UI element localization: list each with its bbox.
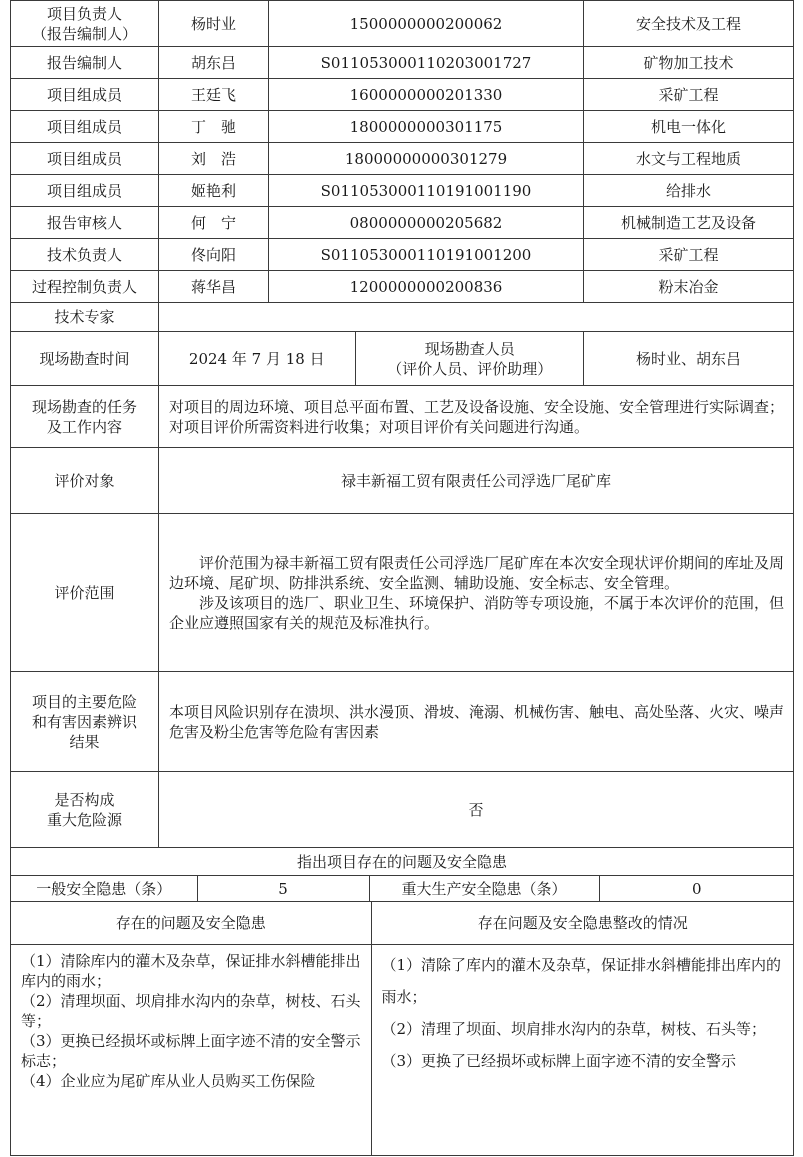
team-row xyxy=(11,111,794,143)
survey-time-value: 2024 年 7 月 18 日 xyxy=(159,332,355,385)
team-row xyxy=(11,143,794,175)
problems-count-row xyxy=(11,876,794,902)
team-major: 矿物加工技术 xyxy=(584,47,794,79)
survey-time-label: 现场勘查时间 xyxy=(11,332,159,386)
team-major: 采矿工程 xyxy=(584,239,794,271)
team-cert-number: 1600000000201330 xyxy=(269,79,584,111)
team-name: 姬艳利 xyxy=(159,175,269,207)
survey-staff-label-line2: （评价人员、评价助理） xyxy=(387,359,553,378)
expert-row xyxy=(11,303,794,332)
scope-paragraph-1: 评价范围为禄丰新福工贸有限责任公司浮选厂尾矿库在本次安全现状评价期间的库址及周边环境、尾矿坝、防排洪系统、安全监测、辅助设施、安全标志、安全管理。 xyxy=(169,553,785,592)
survey-middle-cell xyxy=(159,332,584,386)
task-row xyxy=(11,386,794,448)
team-role: 项目组成员 xyxy=(11,79,159,111)
team-row xyxy=(11,79,794,111)
team-role: 报告编制人 xyxy=(11,47,159,79)
team-cert-number: 1500000000200062 xyxy=(269,1,584,47)
major-hazard-row xyxy=(11,772,794,848)
scope-row xyxy=(11,514,794,672)
task-content: 对项目的周边环境、项目总平面布置、工艺及设备设施、安全设施、安全管理进行实际调查；对项目评价所需资料进行收集；对项目评价有关问题进行沟通。 xyxy=(159,386,794,448)
team-name: 胡东吕 xyxy=(159,47,269,79)
task-label-line2: 及工作内容 xyxy=(46,417,122,436)
scope-label: 评价范围 xyxy=(11,514,159,672)
team-role: 过程控制负责人 xyxy=(11,271,159,303)
major-production-hazard-label: 重大生产安全隐患（条） xyxy=(369,876,599,901)
team-name: 丁 驰 xyxy=(159,111,269,143)
rectification-list xyxy=(371,944,794,1155)
team-cert-number: 1800000000301175 xyxy=(269,111,584,143)
team-role-line1: 项目负责人 xyxy=(46,4,122,23)
problems-title-row xyxy=(11,848,794,876)
team-role: 项目组成员 xyxy=(11,175,159,207)
problem-item: （2）清理坝面、坝肩排水沟内的杂草，树枝、石头等； xyxy=(21,991,361,1030)
team-role: 技术负责人 xyxy=(11,239,159,271)
team-major: 给排水 xyxy=(584,175,794,207)
team-role: 报告审核人 xyxy=(11,207,159,239)
team-row xyxy=(11,175,794,207)
rectification-item: （3）更换了已经损坏或标牌上面字迹不清的安全警示 xyxy=(381,1051,737,1070)
hazards-content: 本项目风险识别存在溃坝、洪水漫顶、滑坡、淹溺、机械伤害、触电、高处坠落、火灾、噪声危害及粉尘危害等危险有害因素 xyxy=(159,672,794,772)
expert-value xyxy=(159,303,794,332)
team-cert-number: 0800000000205682 xyxy=(269,207,584,239)
problems-detail-cell xyxy=(11,902,794,1156)
major-hazard-label-line1: 是否构成 xyxy=(54,790,115,809)
scope-content xyxy=(159,514,794,672)
team-cert-number: 18000000000301279 xyxy=(269,143,584,175)
hazards-label xyxy=(11,672,159,772)
survey-staff-label-line1: 现场勘查人员 xyxy=(424,339,515,358)
team-major: 水文与工程地质 xyxy=(584,143,794,175)
problems-left-header: 存在的问题及安全隐患 xyxy=(11,902,371,944)
team-name: 刘 浩 xyxy=(159,143,269,175)
problems-title: 指出项目存在的问题及安全隐患 xyxy=(11,848,794,876)
team-name: 何 宁 xyxy=(159,207,269,239)
team-major: 采矿工程 xyxy=(584,79,794,111)
team-major: 安全技术及工程 xyxy=(584,1,794,47)
problem-item: （4）企业应为尾矿库从业人员购买工伤保险 xyxy=(21,1071,316,1090)
team-major: 粉末冶金 xyxy=(584,271,794,303)
team-role-cell xyxy=(11,1,159,47)
rectification-item: （2）清理了坝面、坝肩排水沟内的杂草，树枝、石头等； xyxy=(381,1019,767,1038)
team-cert-number: S011053000110203001727 xyxy=(269,47,584,79)
major-hazard-label-line2: 重大危险源 xyxy=(46,810,122,829)
team-name: 王廷飞 xyxy=(159,79,269,111)
team-cert-number: S011053000110191001190 xyxy=(269,175,584,207)
major-hazard-label xyxy=(11,772,159,848)
object-label: 评价对象 xyxy=(11,448,159,514)
object-row xyxy=(11,448,794,514)
team-row xyxy=(11,239,794,271)
general-hazard-count: 5 xyxy=(197,876,369,901)
problem-item: （1）清除库内的灌木及杂草，保证排水斜槽能排出库内的雨水； xyxy=(21,951,361,990)
task-label xyxy=(11,386,159,448)
major-hazard-value: 否 xyxy=(159,772,794,848)
team-role-line2: （报告编制人） xyxy=(31,24,137,43)
problems-detail-row xyxy=(11,902,794,1156)
rectification-item: （1）清除了库内的灌木及杂草，保证排水斜槽能排出库内的雨水； xyxy=(381,955,782,1006)
survey-staff-label xyxy=(355,332,584,385)
hazards-label-line2: 和有害因素辨识 xyxy=(31,712,137,731)
team-name: 蒋华昌 xyxy=(159,271,269,303)
team-name: 佟向阳 xyxy=(159,239,269,271)
problems-list xyxy=(11,944,371,1155)
object-value: 禄丰新福工贸有限责任公司浮选厂尾矿库 xyxy=(159,448,794,514)
survey-staff-value: 杨时业、胡东吕 xyxy=(584,332,794,386)
team-cert-number: S011053000110191001200 xyxy=(269,239,584,271)
problems-count-cell xyxy=(11,876,794,902)
team-row xyxy=(11,271,794,303)
team-role: 项目组成员 xyxy=(11,143,159,175)
problems-detail-table xyxy=(11,902,794,1155)
expert-label: 技术专家 xyxy=(11,303,159,332)
team-row xyxy=(11,207,794,239)
hazards-row xyxy=(11,672,794,772)
problems-right-header: 存在问题及安全隐患整改的情况 xyxy=(371,902,794,944)
problems-count-table xyxy=(11,876,794,901)
team-cert-number: 1200000000200836 xyxy=(269,271,584,303)
task-label-line1: 现场勘查的任务 xyxy=(31,397,137,416)
major-production-hazard-count: 0 xyxy=(599,876,794,901)
team-major: 机电一体化 xyxy=(584,111,794,143)
general-hazard-label: 一般安全隐患（条） xyxy=(11,876,197,901)
hazards-label-line1: 项目的主要危险 xyxy=(31,692,137,711)
evaluation-form-page xyxy=(10,0,793,1157)
survey-row xyxy=(11,332,794,386)
team-name: 杨时业 xyxy=(159,1,269,47)
team-row xyxy=(11,1,794,47)
survey-middle-table xyxy=(159,332,584,385)
evaluation-info-table xyxy=(10,0,794,1156)
team-role: 项目组成员 xyxy=(11,111,159,143)
team-major: 机械制造工艺及设备 xyxy=(584,207,794,239)
scope-paragraph-2: 涉及该项目的选厂、职业卫生、环境保护、消防等专项设施，不属于本次评价的范围，但企业应遵照国家有关的规范及标准执行。 xyxy=(169,593,785,632)
problem-item: （3）更换已经损坏或标牌上面字迹不清的安全警示标志； xyxy=(21,1031,361,1070)
hazards-label-line3: 结果 xyxy=(69,732,100,751)
team-row xyxy=(11,47,794,79)
